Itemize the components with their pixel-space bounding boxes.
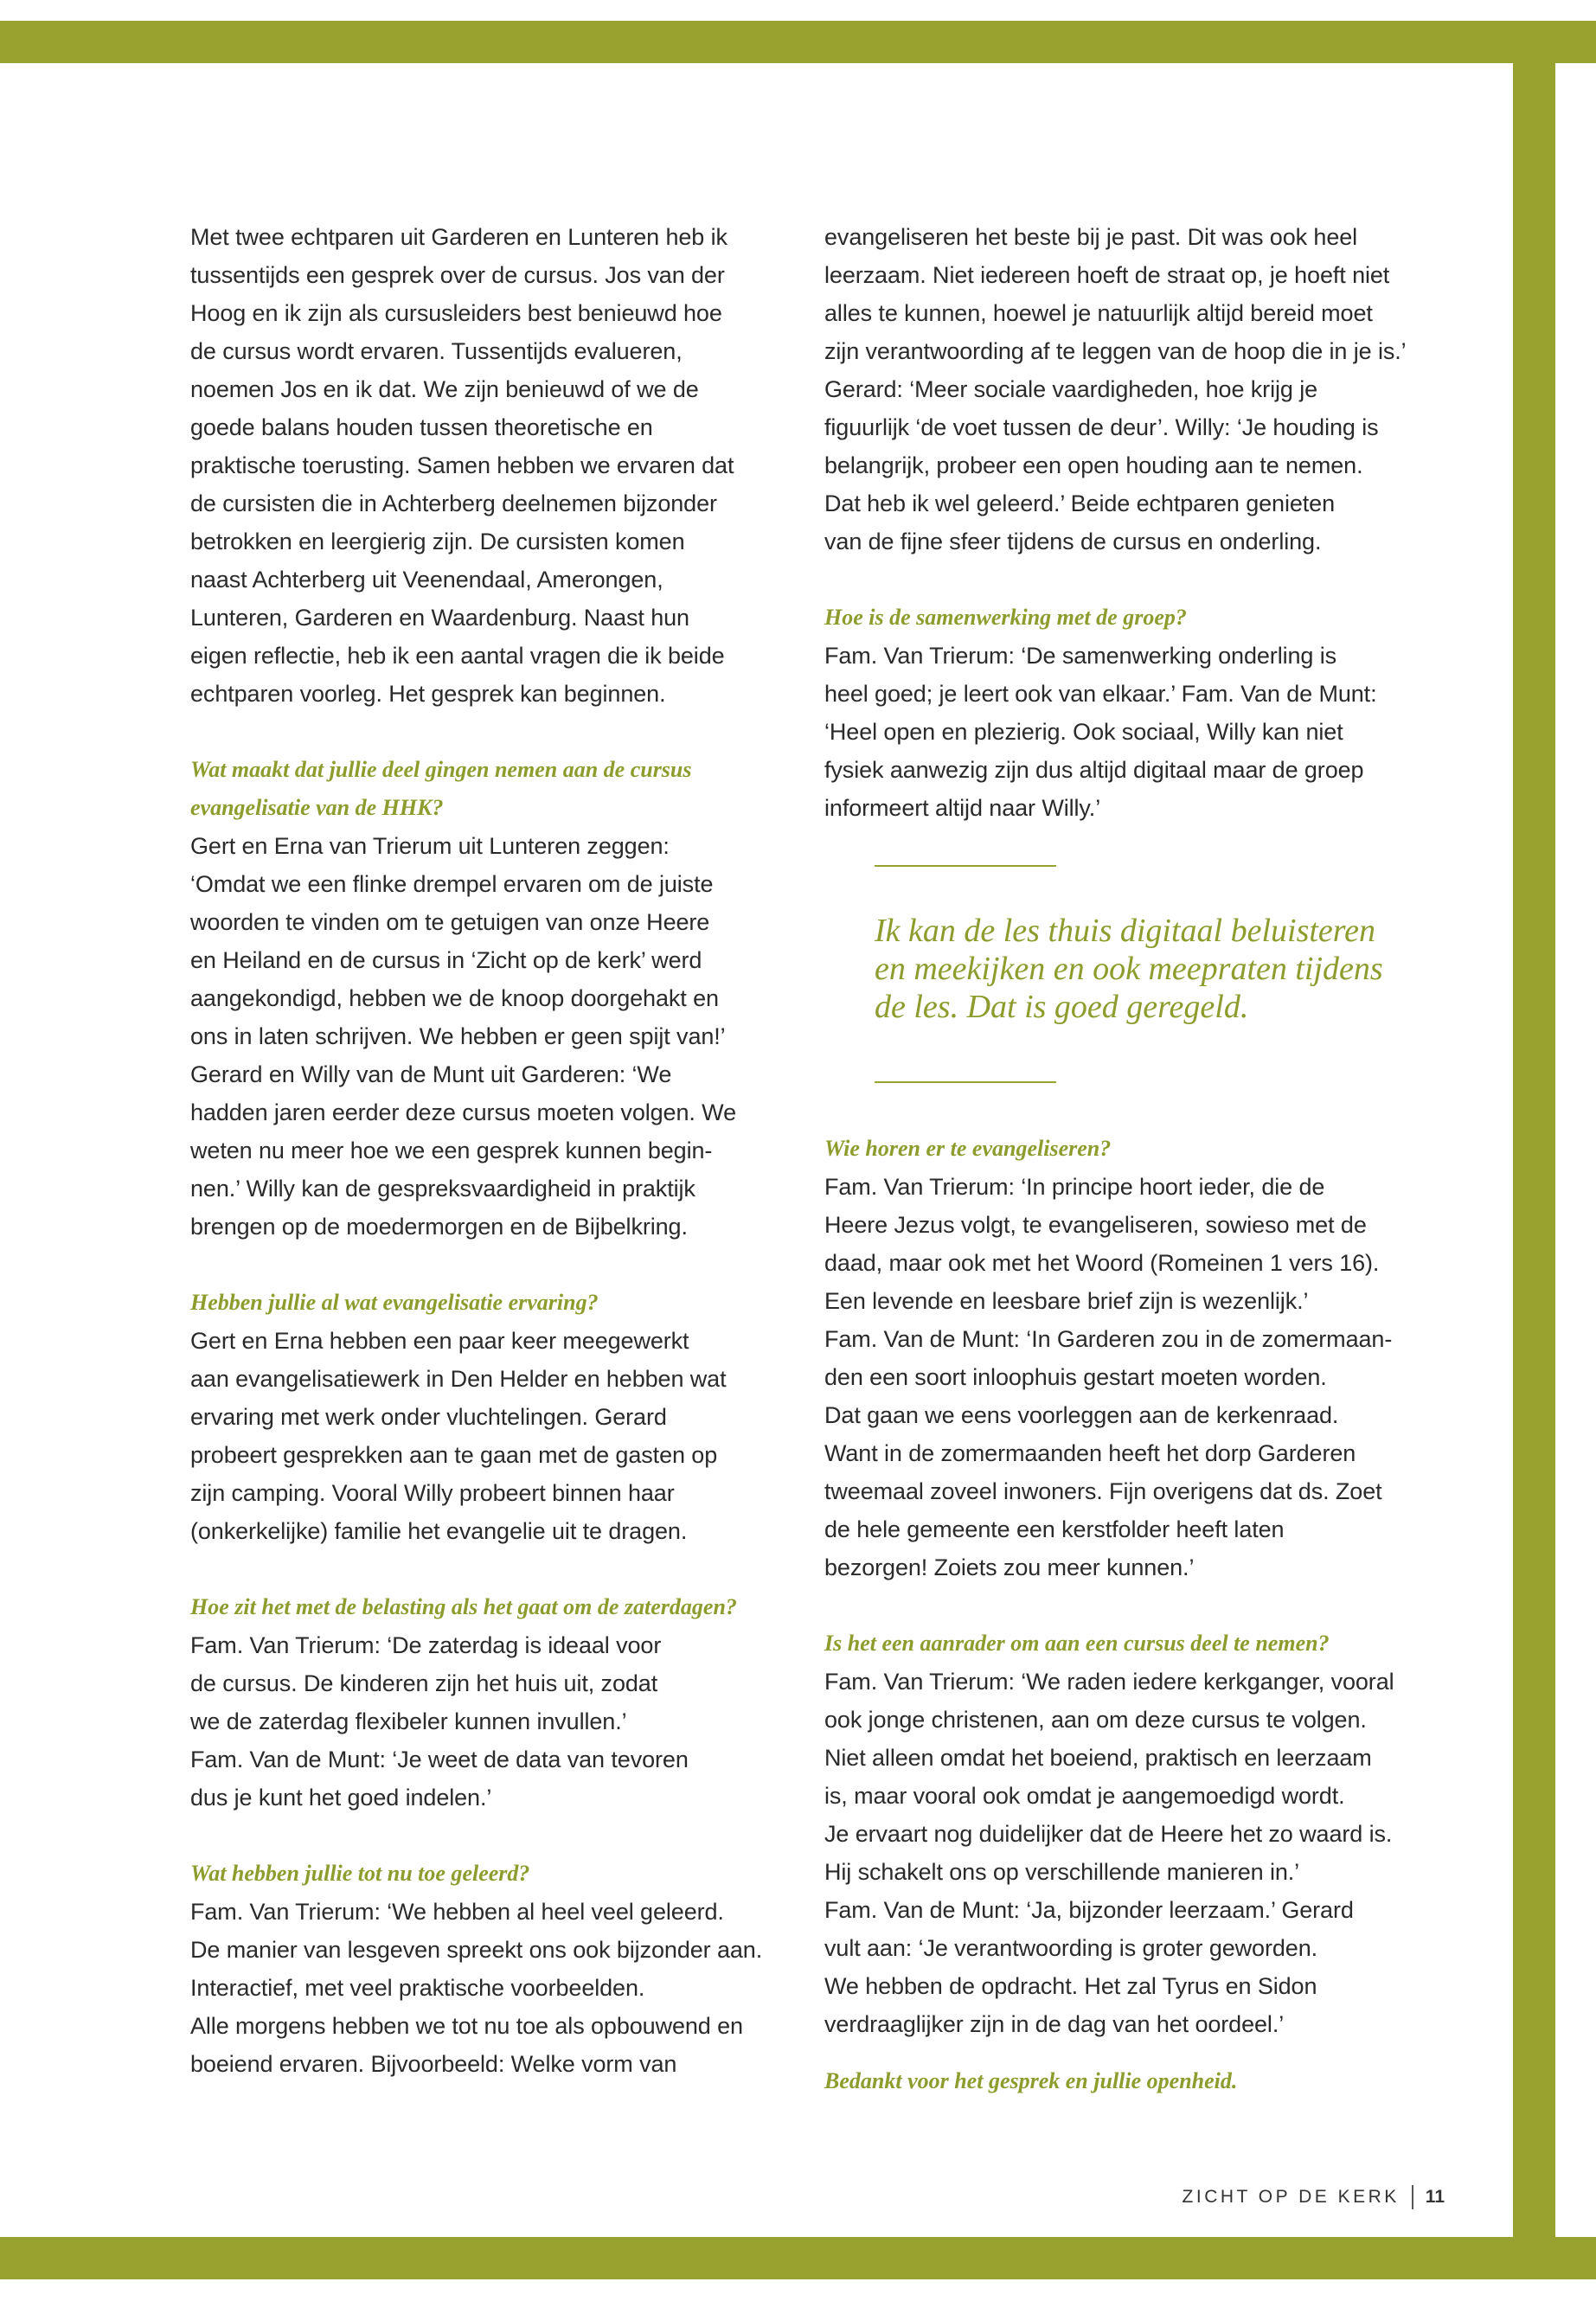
body-text-line: Je ervaart nog duidelijker dat de Heere het zo waard is. [824, 1821, 1393, 1847]
body-text-line: en Heiland en de cursus in ‘Zicht op de kerk’ werd [190, 947, 702, 973]
body-text-line: Gerard: ‘Meer sociale vaardigheden, hoe krijg je [824, 376, 1318, 402]
body-text-line: ‘Heel open en plezierig. Ook sociaal, Willy kan niet [824, 719, 1343, 745]
body-text-line: Want in de zomermaanden heeft het dorp Garderen [824, 1440, 1356, 1466]
body-text-line: verdraaglijker zijn in de dag van het oordeel.’ [824, 2011, 1285, 2037]
paragraph-gap [824, 1083, 1421, 1130]
body-text-line: De manier van lesgeven spreekt ons ook bijzonder aan. [190, 1937, 763, 1963]
body-text-line: ons in laten schrijven. We hebben er geen spijt van!’ [190, 1023, 726, 1049]
body-text-line: Hij schakelt ons op verschillende manieren in.’ [824, 1859, 1300, 1885]
pull-quote-line: de les. Dat is goed geregeld. [875, 989, 1249, 1025]
body-text-line: de hele gemeente een kerstfolder heeft laten [824, 1516, 1285, 1542]
question-heading: Wat maakt dat jullie deel gingen nemen aan de cursus [190, 757, 692, 782]
body-text-line: zijn verantwoording af te leggen van de hoop die in je is.’ [824, 338, 1407, 364]
body-text-line: Met twee echtparen uit Garderen en Lunteren heb ik [190, 224, 727, 250]
body-text-line: Gerard en Willy van de Munt uit Garderen: ‘We [190, 1061, 672, 1087]
page-number: 11 [1425, 2187, 1445, 2207]
pull-quote-text [875, 912, 1428, 1026]
body-text-line: belangrijk, probeer een open houding aan te nemen. [824, 452, 1363, 478]
body-text-line: aan evangelisatiewerk in Den Helder en hebben wat [190, 1366, 727, 1392]
paragraph-gap [824, 2043, 1421, 2062]
body-text-line: Niet alleen omdat het boeiend, praktisch en leerzaam [824, 1745, 1372, 1771]
body-text-line: brengen op de moedermorgen en de Bijbelkring. [190, 1214, 688, 1240]
footer-separator [1412, 2185, 1413, 2209]
body-text-line: echtparen voorleg. Het gesprek kan beginnen. [190, 681, 666, 707]
body-text-line: goede balans houden tussen theoretische en [190, 414, 653, 440]
body-text-line: ervaring met werk onder vluchtelingen. Gerard [190, 1404, 667, 1430]
body-text-line: Fam. Van Trierum: ‘In principe hoort ieder, die de [824, 1174, 1325, 1200]
body-text-line: Fam. Van de Munt: ‘Ja, bijzonder leerzaam.’ Gerard [824, 1897, 1354, 1923]
question-heading: Wat hebben jullie tot nu toe geleerd? [190, 1861, 530, 1886]
body-text-line: woorden te vinden om te getuigen van onze Heere [190, 909, 710, 935]
body-text-line: alles te kunnen, hoewel je natuurlijk altijd bereid moet [824, 300, 1373, 326]
paragraph-gap [190, 713, 787, 751]
body-text-line: ook jonge christenen, aan om deze cursus te volgen. [824, 1707, 1367, 1733]
body-text-line: fysiek aanwezig zijn dus altijd digitaal maar de groep [824, 757, 1364, 783]
question-heading: Wie horen er te evangeliseren? [824, 1136, 1112, 1161]
body-text-line: Fam. Van Trierum: ‘De samenwerking onderling is [824, 643, 1337, 669]
left-column [190, 218, 787, 2083]
body-text-line: daad, maar ook met het Woord (Romeinen 1 vers 16). [824, 1250, 1380, 1276]
body-text-line: hadden jaren eerder deze cursus moeten volgen. We [190, 1099, 736, 1125]
body-text-line: de cursus wordt ervaren. Tussentijds evalueren, [190, 338, 683, 364]
body-text-line: de cursus. De kinderen zijn het huis uit, zodat [190, 1670, 658, 1696]
paragraph-gap [824, 561, 1421, 599]
bottom-border [0, 2237, 1596, 2279]
body-text-line: dus je kunt het goed indelen.’ [190, 1785, 492, 1811]
right-column [824, 218, 1421, 2100]
body-text-line: weten nu meer hoe we een gesprek kunnen begin- [190, 1138, 713, 1163]
body-text-line: zijn camping. Vooral Willy probeert binnen haar [190, 1480, 675, 1506]
pull-quote-top-rule [875, 865, 1056, 867]
body-text-line: Heere Jezus volgt, te evangeliseren, sowieso met de [824, 1212, 1367, 1238]
paragraph-gap [824, 1586, 1421, 1625]
body-text-line: Dat heb ik wel geleerd.’ Beide echtparen genieten [824, 490, 1335, 516]
body-text-line: bezorgen! Zoiets zou meer kunnen.’ [824, 1554, 1195, 1580]
body-text-line: Dat gaan we eens voorleggen aan de kerkenraad. [824, 1402, 1339, 1428]
body-text-line: tweemaal zoveel inwoners. Fijn overigens dat ds. Zoet [824, 1478, 1382, 1504]
body-text-line: eigen reflectie, heb ik een aantal vragen die ik beide [190, 643, 725, 669]
body-text-line: Interactief, met veel praktische voorbeelden. [190, 1975, 645, 2001]
question-heading: Hoe zit het met de belasting als het gaat om de zaterdagen? [190, 1594, 737, 1619]
body-text-line: Fam. Van Trierum: ‘We raden iedere kerkganger, vooral [824, 1669, 1394, 1695]
body-text-line: is, maar vooral ook omdat je aangemoedigd wordt. [824, 1783, 1345, 1809]
body-text-line: ‘Omdat we een flinke drempel ervaren om de juiste [190, 871, 714, 897]
pull-quote [875, 865, 1428, 1083]
body-text-line: de cursisten die in Achterberg deelnemen bijzonder [190, 490, 717, 516]
body-text-line: aangekondigd, hebben we de knoop doorgehakt en [190, 985, 719, 1011]
right-border [1513, 21, 1555, 2237]
body-text-line: Fam. Van Trierum: ‘De zaterdag is ideaal voor [190, 1632, 662, 1658]
paragraph-gap [190, 1246, 787, 1284]
body-text-line: Gert en Erna hebben een paar keer meegewerkt [190, 1328, 689, 1354]
body-text-line: We hebben de opdracht. Het zal Tyrus en Sidon [824, 1973, 1317, 1999]
question-heading: evangelisatie van de HHK? [190, 795, 444, 820]
body-text-line: Fam. Van Trierum: ‘We hebben al heel veel geleerd. [190, 1899, 724, 1925]
top-border [0, 21, 1596, 63]
body-text-line: evangeliseren het beste bij je past. Dit was ook heel [824, 224, 1358, 250]
body-text-line: praktische toerusting. Samen hebben we ervaren dat [190, 452, 734, 478]
body-text-line: Alle morgens hebben we tot nu toe als opbouwend en [190, 2013, 743, 2039]
body-text-line: Lunteren, Garderen en Waardenburg. Naast hun [190, 605, 689, 631]
body-text-line: Hoog en ik zijn als cursusleiders best benieuwd hoe [190, 300, 722, 326]
body-text-line: (onkerkelijke) familie het evangelie uit te dragen. [190, 1518, 688, 1544]
body-text-line: betrokken en leergierig zijn. De cursisten komen [190, 529, 685, 554]
paragraph-gap [190, 1817, 787, 1855]
body-text-line: heel goed; je leert ook van elkaar.’ Fam. Van de Munt: [824, 681, 1377, 707]
body-text-line: nen.’ Willy kan de gespreksvaardigheid in praktijk [190, 1176, 695, 1202]
question-heading: Bedankt voor het gesprek en jullie openheid. [824, 2068, 1238, 2093]
body-text-line: figuurlijk ‘de voet tussen de deur’. Willy: ‘Je houding is [824, 414, 1379, 440]
body-text-line: den een soort inloophuis gestart moeten worden. [824, 1364, 1327, 1390]
pull-quote-bottom-rule [875, 1081, 1056, 1083]
paragraph-gap [190, 1550, 787, 1588]
body-text-line: noemen Jos en ik dat. We zijn benieuwd of we de [190, 376, 699, 402]
body-text-line: tussentijds een gesprek over de cursus. Jos van der [190, 262, 725, 288]
body-text-line: we de zaterdag flexibeler kunnen invullen.’ [190, 1708, 627, 1734]
body-text-line: vult aan: ‘Je verantwoording is groter geworden. [824, 1935, 1318, 1961]
question-heading: Hoe is de samenwerking met de groep? [824, 605, 1187, 630]
body-text-line: naast Achterberg uit Veenendaal, Amerongen, [190, 567, 663, 593]
question-heading: Hebben jullie al wat evangelisatie ervaring? [190, 1290, 599, 1315]
body-text-line: Fam. Van de Munt: ‘Je weet de data van tevoren [190, 1747, 689, 1772]
body-text-line: Fam. Van de Munt: ‘In Garderen zou in de zomermaan- [824, 1326, 1393, 1352]
publication-name: ZICHT OP DE KERK [1182, 2187, 1400, 2207]
page-footer [1183, 2185, 1445, 2209]
pull-quote-line: en meekijken en ook meepraten tijdens [875, 951, 1383, 987]
body-text-line: Gert en Erna van Trierum uit Lunteren zeggen: [190, 833, 670, 859]
body-text-line: informeert altijd naar Willy.’ [824, 795, 1101, 821]
body-text-line: van de fijne sfeer tijdens de cursus en onderling. [824, 529, 1322, 554]
body-text-line: leerzaam. Niet iedereen hoeft de straat op, je hoeft niet [824, 262, 1390, 288]
pull-quote-line: Ik kan de les thuis digitaal beluisteren [875, 913, 1376, 949]
body-text-line: boeiend ervaren. Bijvoorbeeld: Welke vorm van [190, 2051, 677, 2077]
body-text-line: probeert gesprekken aan te gaan met de gasten op [190, 1442, 718, 1468]
body-text-line: Een levende en leesbare brief zijn is wezenlijk.’ [824, 1288, 1309, 1314]
question-heading: Is het een aanrader om aan een cursus deel te nemen? [824, 1631, 1330, 1656]
